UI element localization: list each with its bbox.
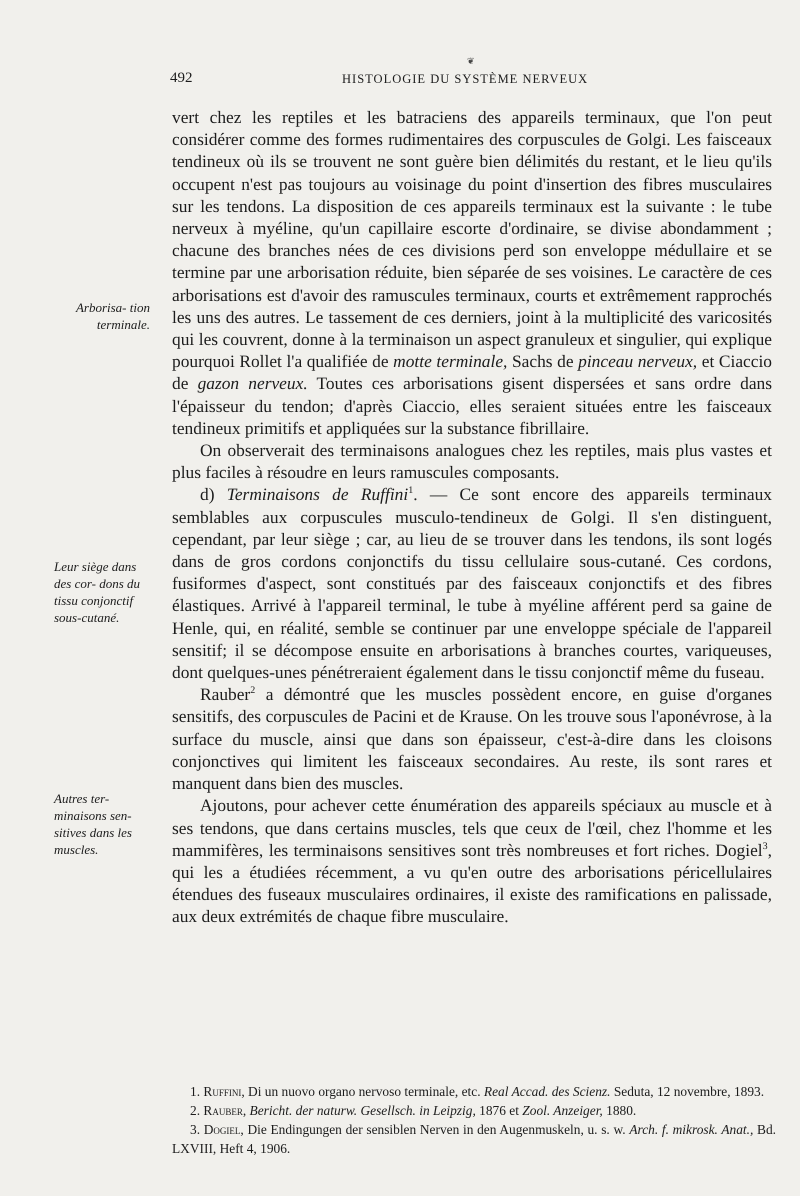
footnote-2-text: , xyxy=(242,1103,250,1118)
paragraph-3 xyxy=(172,483,772,683)
paragraph-1 xyxy=(172,106,772,439)
paragraph-1-text-b: Sachs de xyxy=(507,351,579,372)
paragraph-2: On observerait des terminaisons analogues chez les reptiles, mais plus vastes et plus faciles à résoudre en leurs ramuscules composants. xyxy=(172,440,772,483)
footnote-ref-2[interactable]: 2 xyxy=(250,685,256,697)
term-pinceau: pinceau nerveux, xyxy=(578,351,698,372)
footnote-2-text-b: 1876 et xyxy=(475,1103,523,1118)
footnote-1-number: 1. xyxy=(190,1084,204,1099)
footnote-3-text-b: Bd. LXVIII, Heft 4, 1906. xyxy=(172,1122,776,1156)
paragraph-5-text-a: Ajoutons, pour achever cette énumération des appareils spéciaux au muscle et à ses tendons, que dans certains muscles, tels que ceux de l'œil, chez l'homme et les mammifères, les terminaisons sensitives sont très nombreuses et fort riches. Dogiel xyxy=(172,795,772,860)
footnote-1-text-b: Seduta, 12 novembre, 1893. xyxy=(610,1084,765,1099)
paragraph-5 xyxy=(172,794,772,927)
footnote-1 xyxy=(172,1082,776,1101)
term-motte: motte terminale, xyxy=(393,351,508,372)
footnote-3-text: , Die Endingungen der sensiblen Nerven in den Augenmuskeln, u. s. w. xyxy=(240,1122,630,1137)
section-label: d) xyxy=(200,484,227,505)
ornament-icon: ❦ xyxy=(467,56,475,66)
paragraph-3-text: . — Ce sont encore des appareils terminaux semblables aux corpuscules musculo-tendineux de Golgi. Il s'en distinguent, cependant, par leur siège ; car, au lieu de se trouver dans les tendons, ils sont logés dans de gros cordons conjonctifs du tissu cellulaire sous-cutané. Ces cordons, fusiformes d'aspect, sont constitués par des faisceaux conjonctifs et des fibres élastiques. Arrivé à l'appareil terminal, le tube à myéline afférent perd sa gaine de Henle, qui, en réalité, semble se continuer par une enveloppe spéciale de l'appareil sensitif; il se décompose ensuite en arborisations à branches courtes, variqueuses, dont quelques-unes pénétreraient également dans le tissu conjonctif même du fuseau. xyxy=(172,484,772,683)
paragraph-4 xyxy=(172,683,772,794)
paragraph-5-text: , qui les a étudiées récemment, a vu qu'en outre des arborisations péricellulaires étendues des fuseaux musculaires ordinaires, il existe des ramifications en palissade, aux deux extrémités de chaque fibre musculaire. xyxy=(172,839,772,927)
footnote-1-journal: Real Accad. des Scienz. xyxy=(483,1084,611,1099)
footnote-2-number: 2. xyxy=(190,1103,204,1118)
footnote-3 xyxy=(172,1120,776,1158)
footnote-2-journal: Bericht. der naturw. Gesellsch. in Leipzig, xyxy=(249,1103,476,1118)
footnotes xyxy=(172,1082,776,1158)
footnote-3-author: Dogiel xyxy=(203,1122,241,1137)
footnote-ref-3[interactable]: 3 xyxy=(762,840,768,852)
footnote-2-text-c: 1880. xyxy=(602,1103,637,1118)
margin-note-siege: Leur siège dans des cor- dons du tissu conjonctif sous-cutané. xyxy=(54,559,141,625)
footnote-1-text: , Di un nuovo organo nervoso terminale, etc. xyxy=(241,1084,484,1099)
footnote-ref-1[interactable]: 1 xyxy=(408,485,414,497)
paragraph-1-text-c: et Ciaccio de xyxy=(172,351,773,394)
paragraph-4-text: a démontré que les muscles possèdent encore, en guise d'organes sensitifs, des corpuscules de Pacini et de Krause. On les trouve sous l'aponévrose, à la surface du muscle, ainsi que dans son épaisseur, c'est-à-dire dans les cloisons conjonctives qui limitent les faisceaux secondaires. Au reste, ils sont rares et manquent dans bien des muscles. xyxy=(172,684,772,794)
section-title: Terminaisons de Ruffini xyxy=(226,484,409,505)
margin-note-arborisation: Arborisa- tion terminale. xyxy=(75,300,150,332)
paragraph-4-author: Rauber xyxy=(200,684,251,705)
footnote-2 xyxy=(172,1101,776,1120)
footnote-1-author: Ruffini xyxy=(203,1084,242,1099)
margin-note-autres: Autres ter- minaisons sen- sitives dans les muscles. xyxy=(54,791,132,857)
footnote-2-author: Rauber xyxy=(203,1103,243,1118)
footnote-3-journal: Arch. f. mikrosk. Anat., xyxy=(629,1122,754,1137)
page-number: 492 xyxy=(170,70,193,86)
footnote-3-number: 3. xyxy=(190,1122,204,1137)
term-gazon: gazon nerveux. xyxy=(197,373,308,394)
main-text xyxy=(172,106,772,928)
running-head xyxy=(0,56,800,94)
footnote-2-journal-2: Zool. Anzeiger, xyxy=(522,1103,603,1118)
paragraph-1-text-d: Toutes ces arborisations gisent dispersées et sans ordre dans l'épaisseur du tendon; d'après Ciaccio, elles seraient situées entre les faisceaux tendineux primitifs et appliquées sur la substance fibrillaire. xyxy=(172,373,772,438)
paragraph-1-text: vert chez les reptiles et les batraciens des appareils terminaux, que l'on peut considérer comme des formes rudimentaires des corpuscules de Golgi. Les faisceaux tendineux où ils se trouvent ne sont guère bien délimités du restant, et le lieu qu'ils occupent n'est pas toujours au voisinage du point d'insertion des fibres musculaires sur les tendons. La disposition de ces appareils terminaux est la suivante : le tube nerveux à myéline, qu'un capillaire escorte d'ordinaire, se divise abondamment ; chacune des branches nées de ces divisions perd son enveloppe médullaire et se termine par une arborisation réduite, bien séparée de ses voisines. Le caractère de ces arborisations est d'avoir des ramuscules terminaux, courts et extrêmement rapprochés les uns des autres. Le tassement de ces derniers, joint à la multiplicité des varicosités qui les couvrent, donne à la terminaison un aspect granuleux et singulier, qui explique pourquoi Rollet l'a qualifiée de xyxy=(172,107,772,372)
header-title: HISTOLOGIE DU SYSTÈME NERVEUX xyxy=(342,72,589,86)
